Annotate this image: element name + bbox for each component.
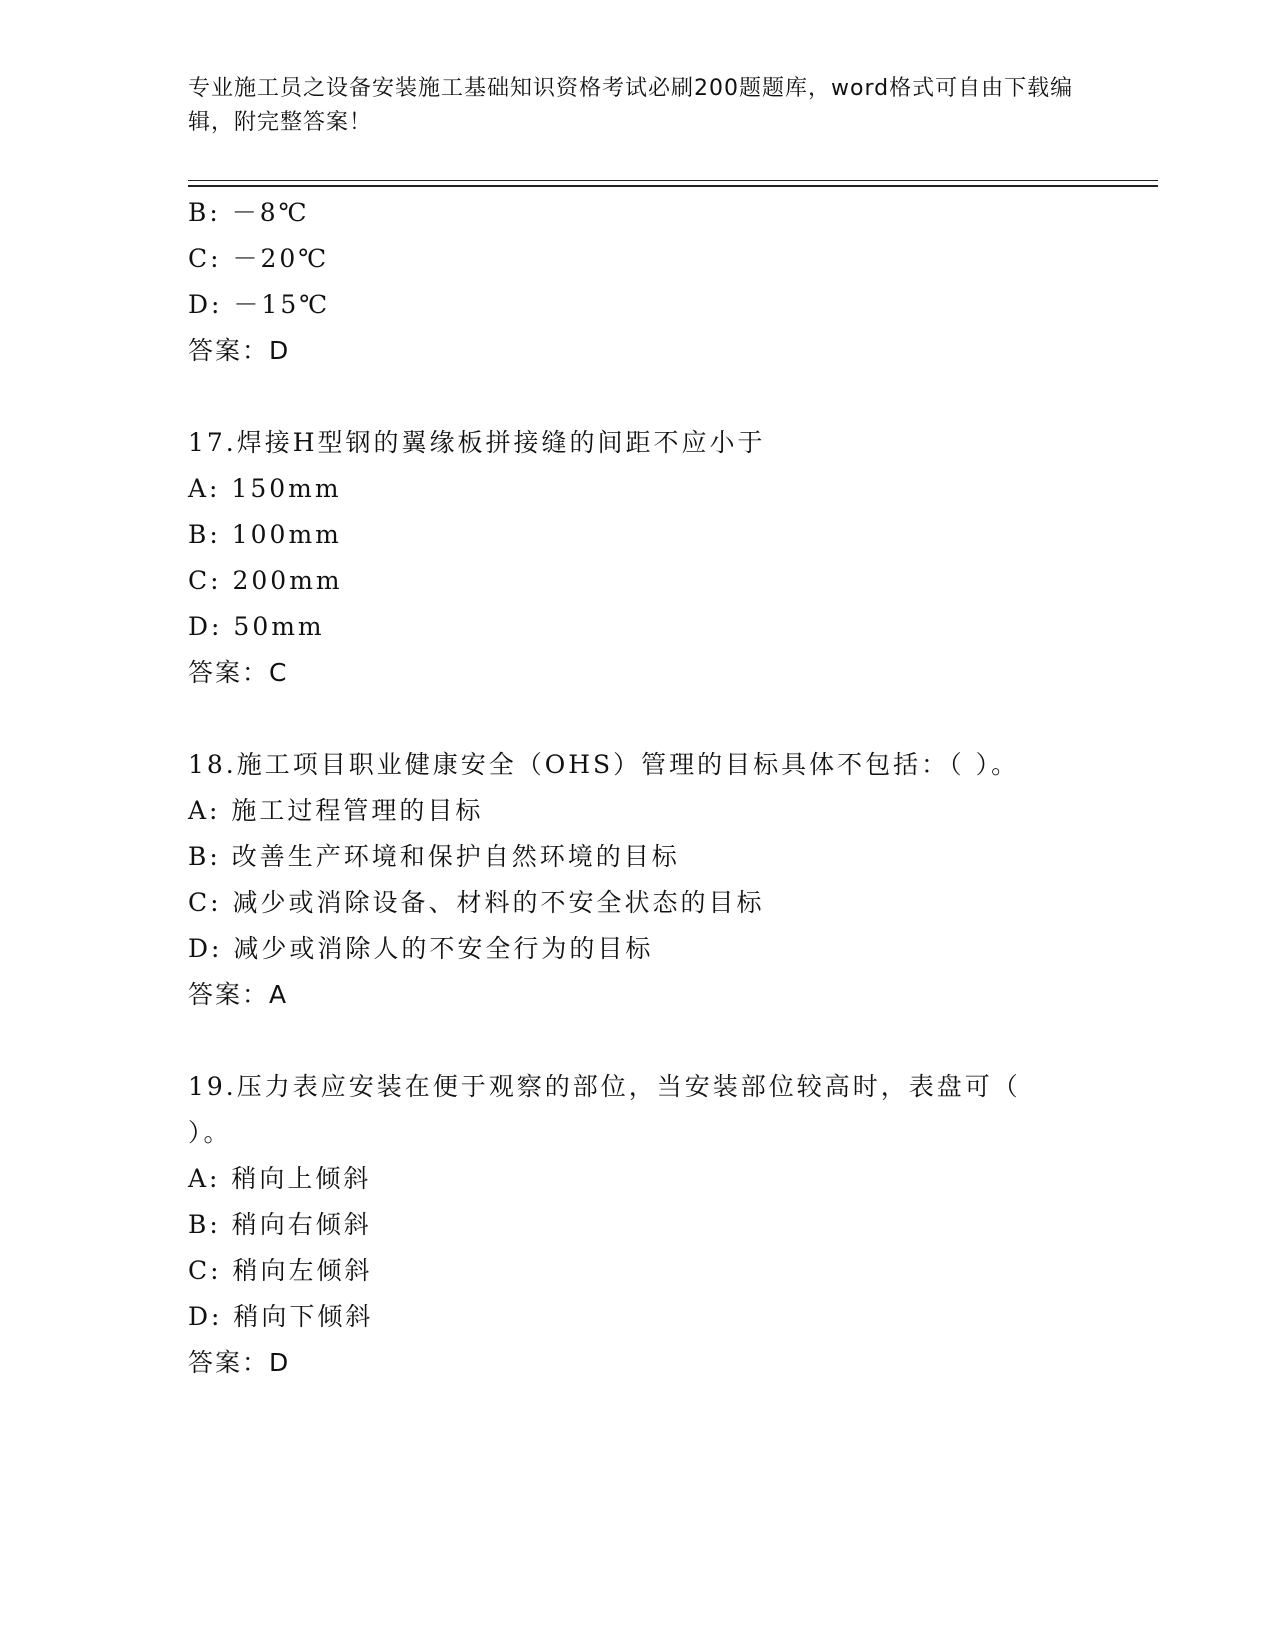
option-d: D: －15℃ <box>188 290 331 319</box>
question-stem: 19.压力表应安装在便于观察的部位，当安装部位较高时，表盘可（ ）。 <box>188 1072 1021 1147</box>
option-b: B: 100mm <box>188 520 342 549</box>
option-d: D: 稍向下倾斜 <box>188 1302 374 1331</box>
question-stem: 17.焊接H型钢的翼缘板拼接缝的间距不应小于 <box>188 428 766 457</box>
option-d: D: 50mm <box>188 612 325 641</box>
option-c: C: 200mm <box>188 566 343 595</box>
header-divider <box>188 180 1158 187</box>
option-c: C: －20℃ <box>188 244 330 273</box>
option-a: A: 稍向上倾斜 <box>188 1164 372 1193</box>
answer-line: 答案：A <box>188 980 289 1009</box>
question-16-continued <box>188 190 1088 374</box>
question-17 <box>188 420 1088 696</box>
option-d: D: 减少或消除人的不安全行为的目标 <box>188 934 654 963</box>
answer-line: 答案：D <box>188 1348 291 1377</box>
option-c: C: 减少或消除设备、材料的不安全状态的目标 <box>188 888 765 917</box>
option-a: A: 150mm <box>188 474 342 503</box>
document-body <box>188 190 1088 1386</box>
answer-line: 答案：D <box>188 336 291 365</box>
question-18 <box>188 742 1088 1018</box>
option-b: B: 改善生产环境和保护自然环境的目标 <box>188 842 680 871</box>
option-b: B: －8℃ <box>188 198 310 227</box>
option-c: C: 稍向左倾斜 <box>188 1256 373 1285</box>
answer-line: 答案：C <box>188 658 289 687</box>
question-19 <box>188 1064 1088 1386</box>
option-b: B: 稍向右倾斜 <box>188 1210 372 1239</box>
document-header: 专业施工员之设备安装施工基础知识资格考试必刷200题题库，word格式可自由下载编辑，附完整答案！ <box>188 76 1074 135</box>
option-a: A: 施工过程管理的目标 <box>188 796 484 825</box>
question-stem: 18.施工项目职业健康安全（OHS）管理的目标具体不包括：（ ）。 <box>188 750 1020 779</box>
